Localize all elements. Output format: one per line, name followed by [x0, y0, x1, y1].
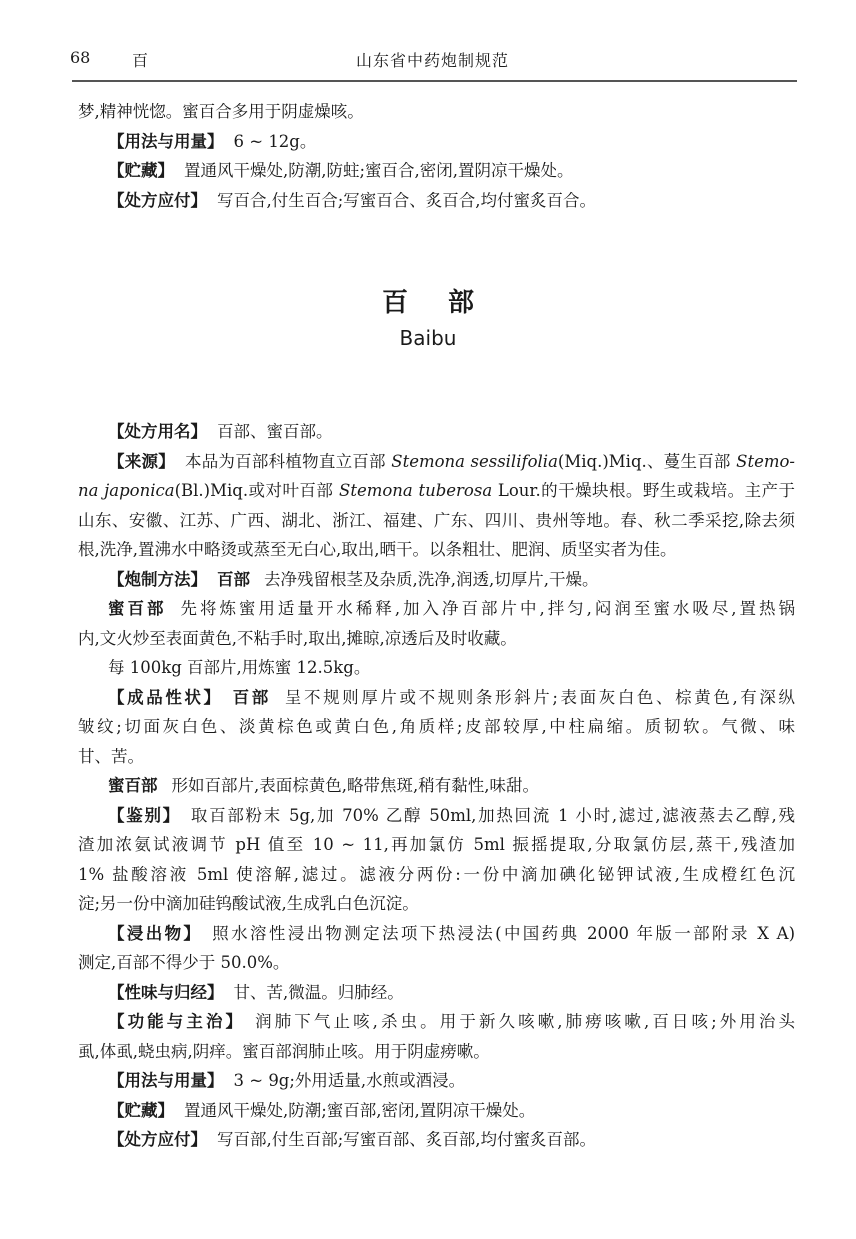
entry-pinyin: Baibu	[399, 326, 457, 350]
text-segment: 渣加浓氨试液调节 pH 值至 10 ~ 11,再加氯仿 5ml 振摇提取,分取氯仿层,蒸干,残渣加	[78, 835, 795, 854]
text-line	[78, 156, 795, 186]
paragraph	[78, 156, 795, 186]
text-line	[78, 506, 795, 536]
text-line	[78, 742, 795, 772]
sub-label: 百部	[232, 687, 271, 707]
text-segment: 内,文火炒至表面黄色,不粘手时,取出,摊晾,凉透后及时收藏。	[78, 628, 517, 648]
latin-name: Stemona sessilifolia	[391, 451, 558, 471]
text-line	[78, 1037, 795, 1067]
text-segment: 每 100kg 百部片,用炼蜜 12.5kg。	[108, 658, 371, 677]
paragraph	[78, 1007, 795, 1066]
section-label: 【浸出物】	[108, 923, 203, 943]
text-line	[78, 919, 795, 949]
header-rule	[72, 80, 797, 82]
text-line	[78, 771, 795, 801]
section-label: 【处方应付】	[108, 190, 207, 210]
book-title: 山东省中药炮制规范	[355, 51, 509, 70]
text-line	[78, 801, 795, 831]
text-segment: 写百合,付生百合;写蜜百合、炙百合,均付蜜炙百合。	[217, 190, 597, 210]
paragraph	[78, 565, 795, 595]
text-segment: 呈不规则厚片或不规则条形斜片;表面灰白色、棕黄色,有深纵	[284, 687, 796, 707]
text-segment: 根,洗净,置沸水中略烫或蒸至无白心,取出,晒干。以条粗壮、肥润、质坚实者为佳。	[78, 540, 677, 559]
text-line	[78, 535, 795, 565]
text-segment: 1% 盐酸溶液 5ml 使溶解,滤过。滤液分两份:一份中滴加碘化铋钾试液,生成橙红色沉	[78, 864, 795, 884]
text-line	[78, 830, 795, 860]
text-line	[78, 447, 795, 477]
section-label: 【功能与主治】	[108, 1012, 246, 1031]
section-label: 【性味与归经】	[108, 982, 224, 1002]
text-segment: Lour.的干燥块根。野生或栽培。主产于	[492, 481, 795, 500]
text-segment: 取百部粉末 5g,加 70% 乙醇 50ml,加热回流 1 小时,滤过,滤液蒸去乙醇,残	[190, 805, 795, 825]
text-line	[78, 624, 795, 654]
section-label: 【成品性状】	[108, 687, 223, 707]
text-segment: 淀;另一份中滴加硅钨酸试液,生成乳白色沉淀。	[78, 894, 419, 913]
paragraph	[78, 447, 795, 565]
text-line	[78, 565, 795, 595]
section-label: 【用法与用量】	[108, 131, 224, 151]
text-segment: 测定,百部不得少于 50.0%。	[78, 953, 290, 972]
section-label: 【处方应付】	[108, 1130, 207, 1149]
paragraph	[78, 1096, 795, 1126]
text-segment: 皱纹;切面灰白色、淡黄棕色或黄白色,角质样;皮部较厚,中柱扁缩。质韧软。气微、味	[78, 717, 795, 736]
section-label: 【用法与用量】	[108, 1071, 224, 1090]
previous-entry-continuation	[78, 97, 795, 215]
section-label: 【贮藏】	[108, 1100, 174, 1120]
text-segment: (Bl.)Miq.或对叶百部	[174, 481, 340, 500]
section-label: 【贮藏】	[108, 161, 174, 180]
text-line	[78, 683, 795, 713]
text-segment: 6 ~ 12g。	[233, 131, 317, 151]
text-line	[78, 1066, 795, 1096]
paragraph	[78, 771, 795, 801]
text-line	[78, 1096, 795, 1126]
section-label: 【处方用名】	[108, 422, 207, 441]
paragraph	[78, 801, 795, 919]
text-segment: 山东、安徽、江苏、广西、湖北、浙江、福建、广东、四川、贵州等地。春、秋二季采挖,除去须	[78, 510, 795, 530]
paragraph	[78, 417, 795, 447]
text-line	[78, 476, 795, 506]
text-segment: 3 ~ 9g;外用适量,水煎或酒浸。	[233, 1071, 466, 1090]
text-line	[78, 1007, 795, 1037]
text-line	[78, 186, 795, 216]
paragraph	[78, 594, 795, 653]
section-label: 【鉴别】	[108, 805, 181, 825]
sub-label: 蜜百部	[108, 599, 167, 618]
latin-name: Stemona tuberosa	[339, 481, 493, 500]
text-segment: (Miq.)Miq.、蔓生百部	[557, 451, 737, 471]
text-segment: 照水溶性浸出物测定法项下热浸法(中国药典 2000 年版一部附录 X A)	[212, 923, 796, 943]
paragraph	[78, 653, 795, 683]
paragraph	[78, 1066, 795, 1096]
latin-name: Stemo-	[736, 451, 796, 471]
text-line	[78, 948, 795, 978]
text-line	[78, 127, 795, 157]
text-segment: 先将炼蜜用适量开水稀释,加入净百部片中,拌匀,闷润至蜜水吸尽,置热锅	[180, 599, 796, 618]
text-line	[78, 712, 795, 742]
sub-label: 百部	[217, 569, 250, 589]
running-header	[70, 48, 795, 74]
text-segment: 润肺下气止咳,杀虫。用于新久咳嗽,肺痨咳嗽,百日咳;外用治头	[255, 1012, 795, 1031]
paragraph	[78, 97, 795, 127]
text-line	[78, 889, 795, 919]
text-segment: 形如百部片,表面棕黄色,略带焦斑,稍有黏性,味甜。	[171, 776, 539, 795]
text-segment: 置通风干燥处,防潮;蜜百部,密闭,置阴凉干燥处。	[184, 1100, 536, 1120]
paragraph	[78, 127, 795, 157]
text-line	[78, 860, 795, 890]
text-line	[78, 978, 795, 1008]
paragraph	[78, 683, 795, 772]
text-segment: 虱,体虱,蛲虫病,阴痒。蜜百部润肺止咳。用于阴虚痨嗽。	[78, 1041, 490, 1061]
text-segment: 甘、苦。	[78, 746, 144, 766]
text-line	[78, 594, 795, 624]
text-segment: 本品为百部科植物直立百部	[184, 451, 392, 471]
paragraph	[78, 186, 795, 216]
text-segment: 写百部,付生百部;写蜜百部、炙百部,均付蜜炙百部。	[217, 1130, 597, 1149]
text-segment: 去净残留根茎及杂质,洗净,润透,切厚片,干燥。	[264, 569, 599, 589]
entry-title: 百部	[381, 288, 514, 318]
text-line	[78, 417, 795, 447]
text-line	[78, 97, 795, 127]
sub-label: 蜜百部	[108, 776, 158, 795]
paragraph	[78, 1125, 795, 1155]
page-number: 68	[70, 48, 91, 67]
text-line	[78, 653, 795, 683]
text-line	[78, 1125, 795, 1155]
text-segment: 置通风干燥处,防潮,防蛀;蜜百合,密闭,置阴凉干燥处。	[184, 161, 574, 180]
section-char: 百	[132, 51, 149, 70]
text-segment: 梦,精神恍惚。蜜百合多用于阴虚燥咳。	[78, 102, 364, 121]
text-segment: 百部、蜜百部。	[217, 422, 333, 441]
paragraph	[78, 919, 795, 978]
section-label: 【来源】	[108, 451, 175, 471]
entry-body	[78, 417, 795, 1155]
latin-name: na japonica	[78, 481, 175, 500]
section-label: 【炮制方法】	[108, 569, 207, 589]
paragraph	[78, 978, 795, 1008]
text-segment: 甘、苦,微温。归肺经。	[233, 982, 404, 1002]
